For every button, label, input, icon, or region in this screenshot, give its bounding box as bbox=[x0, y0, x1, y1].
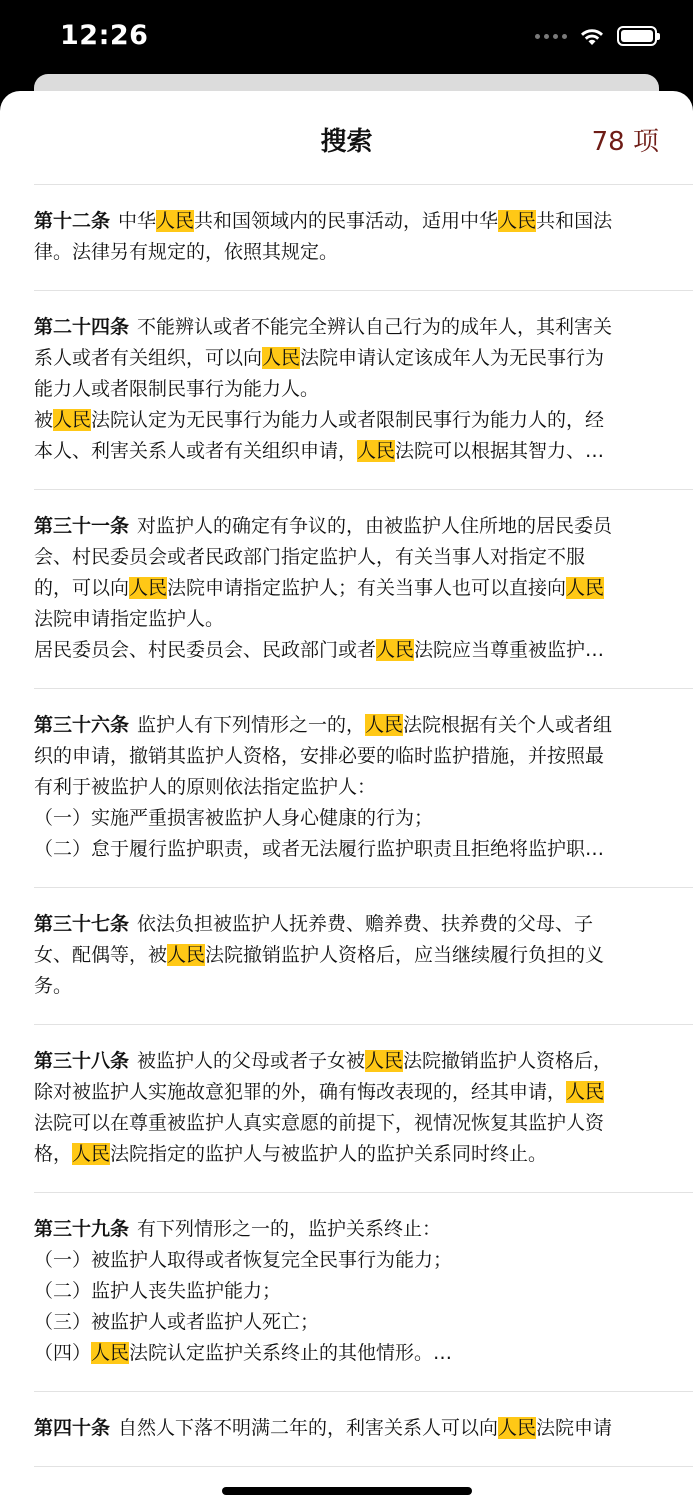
result-count: 78 项 bbox=[591, 127, 659, 157]
result-text-line: 会、村民委员会或者民政部门指定监护人，有关当事人对指定不服 bbox=[34, 546, 586, 568]
result-text-line: 的，可以向人民法院申请指定监护人；有关当事人也可以直接向人民 bbox=[34, 577, 605, 599]
result-text-line: 能力人或者限制民事行为能力人。 bbox=[34, 378, 320, 400]
result-text-line: 女、配偶等，被人民法院撤销监护人资格后，应当继续履行负担的义 bbox=[34, 944, 605, 966]
search-result-item[interactable] bbox=[34, 185, 693, 291]
status-icons bbox=[535, 26, 657, 46]
keyword-highlight: 人民 bbox=[156, 210, 195, 232]
result-text-line: 被人民法院认定为无民事行为能力人或者限制民事行为能力人的，经 bbox=[34, 409, 605, 431]
keyword-highlight: 人民 bbox=[262, 347, 301, 369]
result-text-line: 除对被监护人实施故意犯罪的外，确有悔改表现的，经其申请，人民 bbox=[34, 1081, 605, 1103]
keyword-highlight: 人民 bbox=[167, 944, 206, 966]
result-text-line: （四）人民法院认定监护关系终止的其他情形。… bbox=[34, 1342, 453, 1364]
result-text-line: 第十二条 中华人民共和国领域内的民事活动，适用中华人民共和国法 bbox=[34, 210, 613, 232]
result-text-line: 格，人民法院指定的监护人与被监护人的监护关系同时终止。 bbox=[34, 1143, 548, 1165]
result-text-line: （二）监护人丧失监护能力； bbox=[34, 1280, 282, 1302]
result-text-line: 法院申请指定监护人。 bbox=[34, 608, 225, 630]
result-text-line: 第三十六条 监护人有下列情形之一的，人民法院根据有关个人或者组 bbox=[34, 714, 613, 736]
keyword-highlight: 人民 bbox=[72, 1143, 111, 1165]
result-text-line: 有利于被监护人的原则依法指定监护人： bbox=[34, 776, 377, 798]
keyword-highlight: 人民 bbox=[365, 1050, 404, 1072]
article-number: 第二十四条 bbox=[34, 316, 130, 338]
result-text-line: 律。法律另有规定的，依照其规定。 bbox=[34, 241, 339, 263]
result-text-line: 织的申请，撤销其监护人资格，安排必要的临时监护措施，并按照最 bbox=[34, 745, 605, 767]
search-result-item[interactable] bbox=[34, 888, 693, 1025]
keyword-highlight: 人民 bbox=[129, 577, 168, 599]
article-number: 第三十一条 bbox=[34, 515, 130, 537]
search-result-item[interactable] bbox=[34, 689, 693, 888]
result-text-line: 第三十一条 对监护人的确定有争议的，由被监护人住所地的居民委员 bbox=[34, 515, 613, 537]
result-text-line: 第三十七条 依法负担被监护人抚养费、赡养费、扶养费的父母、子 bbox=[34, 913, 594, 935]
result-text-line: 第二十四条 不能辨认或者不能完全辨认自己行为的成年人，其利害关 bbox=[34, 316, 613, 338]
result-text-line: 本人、利害关系人或者有关组织申请，人民法院可以根据其智力、… bbox=[34, 440, 605, 462]
sheet-header bbox=[34, 91, 693, 185]
page-title: 搜索 bbox=[320, 127, 373, 157]
search-result-item[interactable] bbox=[34, 1025, 693, 1193]
status-bar bbox=[0, 0, 693, 76]
battery-icon bbox=[617, 26, 657, 46]
keyword-highlight: 人民 bbox=[376, 639, 415, 661]
article-number: 第十二条 bbox=[34, 210, 111, 232]
article-number: 第四十条 bbox=[34, 1417, 111, 1439]
cellular-signal-icon bbox=[535, 34, 567, 39]
result-text-line: （一）实施严重损害被监护人身心健康的行为； bbox=[34, 807, 434, 829]
article-number: 第三十七条 bbox=[34, 913, 130, 935]
result-text-line: 务。 bbox=[34, 975, 73, 997]
article-number: 第三十八条 bbox=[34, 1050, 130, 1072]
search-result-item[interactable] bbox=[34, 1392, 693, 1467]
keyword-highlight: 人民 bbox=[498, 1417, 537, 1439]
search-sheet bbox=[0, 91, 693, 1511]
keyword-highlight: 人民 bbox=[357, 440, 396, 462]
status-time: 12:26 bbox=[60, 20, 149, 51]
result-text-line: （三）被监护人或者监护人死亡； bbox=[34, 1311, 320, 1333]
result-text-line: 法院可以在尊重被监护人真实意愿的前提下，视情况恢复其监护人资 bbox=[34, 1112, 605, 1134]
search-result-item[interactable] bbox=[34, 1193, 693, 1392]
result-text-line: 居民委员会、村民委员会、民政部门或者人民法院应当尊重被监护… bbox=[34, 639, 605, 661]
keyword-highlight: 人民 bbox=[566, 1081, 605, 1103]
keyword-highlight: 人民 bbox=[498, 210, 537, 232]
keyword-highlight: 人民 bbox=[53, 409, 92, 431]
article-number: 第三十六条 bbox=[34, 714, 130, 736]
result-text-line: 第三十九条 有下列情形之一的，监护关系终止： bbox=[34, 1218, 442, 1240]
home-indicator[interactable] bbox=[222, 1487, 472, 1495]
result-text-line: （二）怠于履行监护职责，或者无法履行监护职责且拒绝将监护职… bbox=[34, 838, 605, 860]
search-result-item[interactable] bbox=[34, 291, 693, 490]
result-text-line: 第四十条 自然人下落不明满二年的，利害关系人可以向人民法院申请 bbox=[34, 1417, 613, 1439]
keyword-highlight: 人民 bbox=[365, 714, 404, 736]
keyword-highlight: 人民 bbox=[566, 577, 605, 599]
result-text-line: 第三十八条 被监护人的父母或者子女被人民法院撤销监护人资格后， bbox=[34, 1050, 613, 1072]
search-result-item[interactable] bbox=[34, 490, 693, 689]
keyword-highlight: 人民 bbox=[91, 1342, 130, 1364]
article-number: 第三十九条 bbox=[34, 1218, 130, 1240]
wifi-icon bbox=[579, 26, 605, 46]
result-text-line: 系人或者有关组织，可以向人民法院申请认定该成年人为无民事行为 bbox=[34, 347, 605, 369]
results-list[interactable] bbox=[0, 185, 693, 1467]
result-text-line: （一）被监护人取得或者恢复完全民事行为能力； bbox=[34, 1249, 453, 1271]
